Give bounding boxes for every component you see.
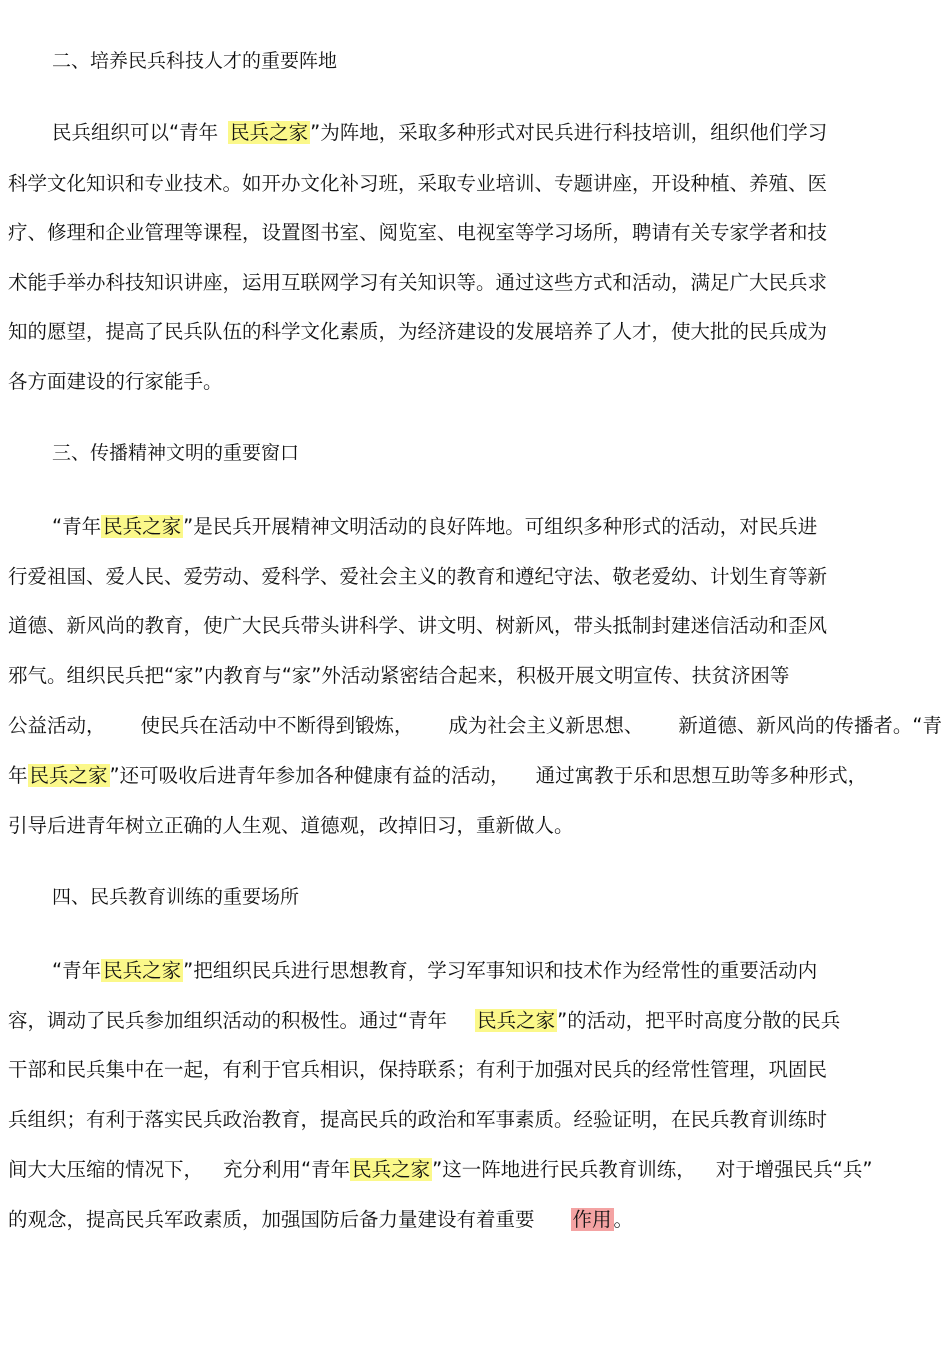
paragraph-line [8,1155,942,1185]
paragraph-line [8,169,942,199]
highlight-term: 民兵之家 [352,1158,431,1181]
paragraph-line [8,1006,942,1036]
text-segment: 邪气。组织民兵把“家”内教育与“家”外活动紧密结合起来，积极开展文明宣传、扶贫济困等 [8,664,790,687]
text-segment: 干部和民兵集中在一起，有利于官兵相识，保持联系；有利于加强对民兵的经常性管理，巩固民 [8,1058,828,1081]
text-segment: 新道德、新风尚的传播者。“青 [678,714,942,737]
paragraph-line [8,218,942,248]
text-segment: 疗、修理和企业管理等课程，设置图书室、阅览室、电视室等学习场所，聘请有关专家学者和技 [8,221,828,244]
highlight-term: 民兵之家 [103,515,182,538]
text-segment: 术能手举办科技知识讲座，运用互联网学习有关知识等。通过这些方式和活动，满足广大民兵求 [8,271,828,294]
text-segment: 道德、新风尚的教育，使广大民兵带头讲科学、讲文明、树新风，带头抵制封建迷信活动和歪风 [8,614,828,637]
text-segment: ”这一阵地进行民兵教育训练， [432,1158,696,1181]
section-heading-3: 三、传播精神文明的重要窗口 [52,442,300,464]
text-segment: ”还可吸收后进青年参加各种健康有益的活动， [109,764,510,787]
text-segment: ”为阵地，采取多种形式对民兵进行科技培训，组织他们学习 [310,121,828,144]
paragraph-line [52,956,942,986]
paragraph-line [8,1105,942,1135]
text-segment: 引导后进青年树立正确的人生观、道德观，改掉旧习，重新做人。 [8,814,574,837]
text-segment: 充分利用“青年 [223,1158,351,1181]
text-segment: 容，调动了民兵参加组织活动的积极性。通过“青年 [8,1009,448,1032]
text-segment: 科学文化知识和专业技术。如开办文化补习班，采取专业培训、专题讲座，开设种植、养殖、医 [8,172,828,195]
highlight-term: 民兵之家 [477,1009,556,1032]
text-segment: 间大大压缩的情况下， [8,1158,204,1181]
text-segment: 民兵组织可以“青年 [52,121,219,144]
text-segment: 对于增强民兵“兵” [715,1158,873,1181]
text-segment: ”的活动，把平时高度分散的民兵 [557,1009,841,1032]
text-segment: 通过寓教于乐和思想互助等多种形式， [535,764,868,787]
section-heading-2: 二、培养民兵科技人才的重要阵地 [52,50,338,72]
paragraph-line [8,268,942,298]
section-heading-4: 四、民兵教育训练的重要场所 [52,886,300,908]
highlight-term: 民兵之家 [103,959,182,982]
highlight-term-red: 作用 [572,1208,612,1231]
paragraph-line [8,661,942,691]
text-segment: 知的愿望，提高了民兵队伍的科学文化素质，为经济建设的发展培养了人才，使大批的民兵成为 [8,320,828,343]
text-segment: 成为社会主义新思想、 [448,714,644,737]
paragraph-line [52,512,942,542]
highlight-term: 民兵之家 [230,121,309,144]
paragraph-line [52,118,942,148]
text-segment: ”把组织民兵进行思想教育，学习军事知识和技术作为经常性的重要活动内 [183,959,818,982]
paragraph-line [8,562,942,592]
paragraph-line [8,761,942,791]
text-segment: 兵组织；有利于落实民兵政治教育，提高民兵的政治和军事素质。经验证明，在民兵教育训练时 [8,1108,828,1131]
text-segment: 的观念，提高民兵军政素质，加强国防后备力量建设有着重要 [8,1208,535,1231]
text-segment: 行爱祖国、爱人民、爱劳动、爱科学、爱社会主义的教育和遵纪守法、敬老爱幼、计划生育等新 [8,565,828,588]
text-segment: 各方面建设的行家能手。 [8,370,223,393]
text-segment: ”是民兵开展精神文明活动的良好阵地。可组织多种形式的活动，对民兵进 [183,515,818,538]
paragraph-line [8,1205,942,1235]
text-segment: “青年 [52,515,102,538]
paragraph-line [8,611,942,641]
paragraph-line [8,1055,942,1085]
text-segment: 使民兵在活动中不断得到锻炼， [140,714,414,737]
paragraph-line [8,811,942,841]
paragraph-line [8,367,942,397]
paragraph-line [8,711,942,741]
text-segment: 。 [613,1208,634,1231]
text-segment: “青年 [52,959,102,982]
highlight-term: 民兵之家 [29,764,108,787]
text-segment: 年 [8,764,28,787]
text-segment: 公益活动， [8,714,106,737]
paragraph-line [8,317,942,347]
